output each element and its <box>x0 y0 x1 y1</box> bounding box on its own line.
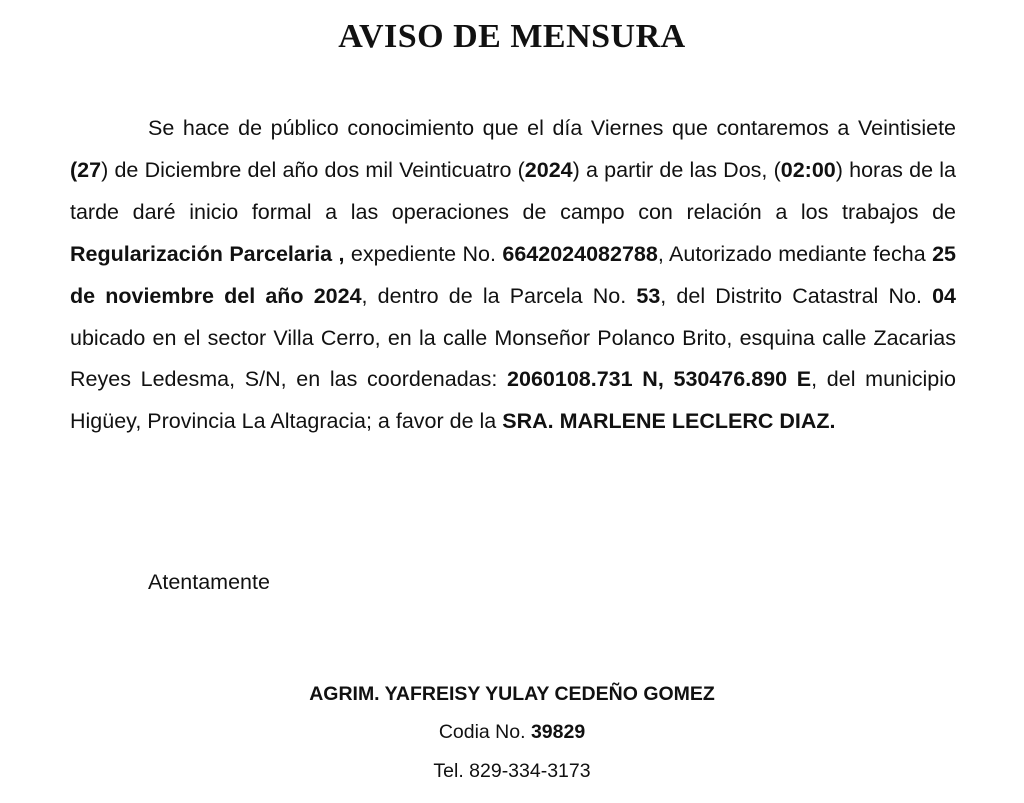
body-text: ) horas de la tarde daré inicio formal a las operaciones de campo con relación a los trabajos de <box>70 157 956 224</box>
signatory-name: AGRIM. YAFREISY YULAY CEDEÑO GOMEZ <box>309 683 715 705</box>
work-type: Regularización Parcelaria , <box>70 241 345 266</box>
closing-salutation: Atentamente <box>148 570 270 594</box>
beneficiary-name: SRA. MARLENE LECLERC DIAZ. <box>502 409 836 434</box>
start-time: 02:00 <box>780 157 836 182</box>
body-text: expediente No. <box>344 241 503 266</box>
codia-number: 39829 <box>530 721 586 743</box>
year-number: 2024 <box>524 157 573 182</box>
phone-line: Tel. 829-334-3173 <box>433 760 591 782</box>
notice-body <box>70 108 956 443</box>
body-text: , Autorizado mediante fecha <box>657 241 933 266</box>
body-text: , del municipio Higüey, Provincia La Altagracia; a favor de la <box>70 367 956 434</box>
parcel-number: 53 <box>636 283 661 308</box>
body-text: , dentro de la Parcela No. <box>361 283 637 308</box>
body-text: ) a partir de las Dos, ( <box>572 157 781 182</box>
coordinates: 2060108.731 N, 530476.890 E <box>507 367 812 392</box>
authorization-date: 25 de noviembre del año 2024 <box>70 241 956 308</box>
body-text: ubicado en el sector Villa Cerro, en la calle Monseñor Polanco Brito, esquina calle Zacarias Reyes Ledesma, S/N, en las coordenadas: <box>70 325 956 392</box>
codia-label: Codia No. <box>438 721 531 743</box>
body-text: ) de Diciembre del año dos mil Veinticuatro ( <box>101 157 525 182</box>
file-number: 6642024082788 <box>502 241 658 266</box>
day-number: (27 <box>70 157 102 182</box>
district-number: 04 <box>932 283 956 308</box>
body-text: , del Distrito Catastral No. <box>660 283 933 308</box>
document-title: AVISO DE MENSURA <box>338 18 686 55</box>
codia-line <box>0 721 1024 744</box>
body-text: Se hace de público conocimiento que el día Viernes que contaremos a Veintisiete <box>148 116 956 140</box>
